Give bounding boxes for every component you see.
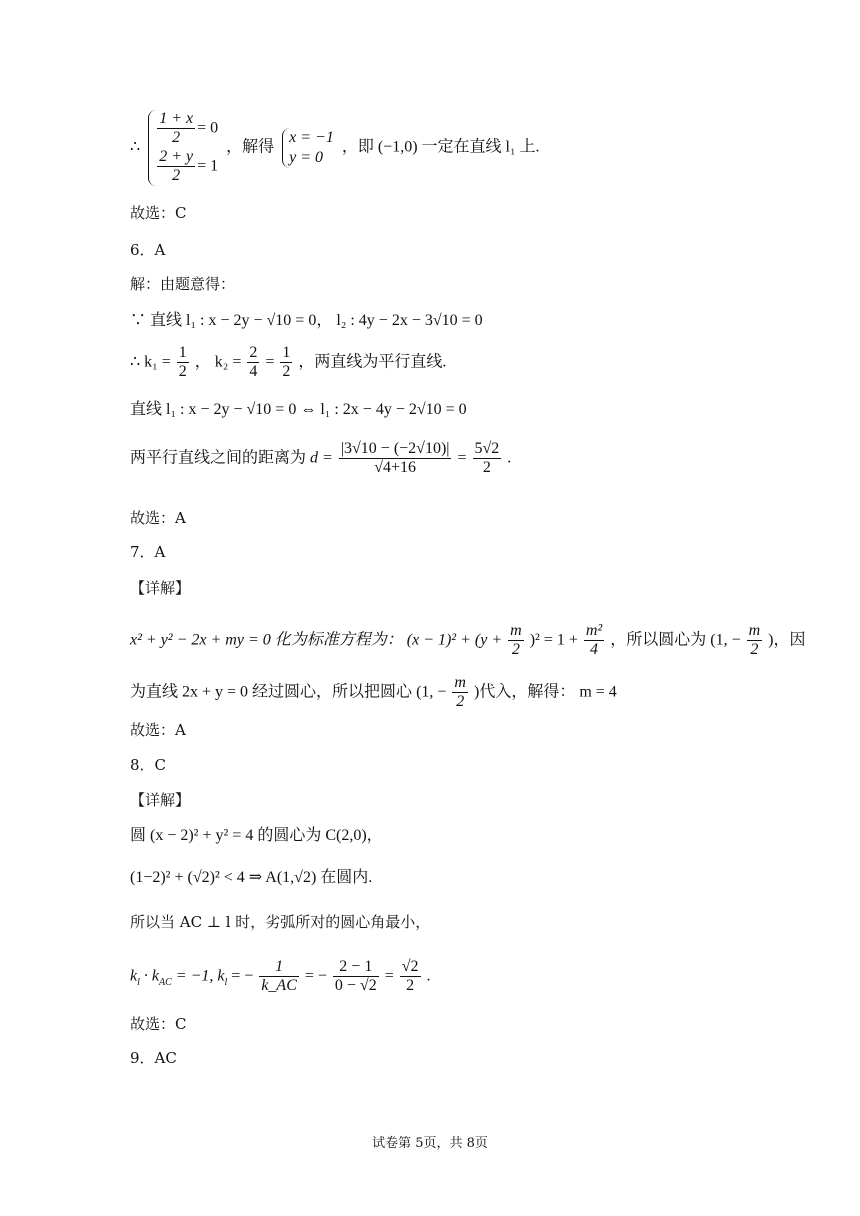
q6-intro: 解：由题意得： [130, 275, 236, 293]
question-7-heading: 7．A [130, 543, 166, 561]
system-solution-line: ∴ $\frac{1 + x}{2}$ = 0 $\frac{2 + y}{2}$ = 1 ，解得 x = −1 y = 0 ，即 (−1,0) 一定在直线 l₁ 上. [130, 110, 540, 185]
q8-circle-center: 圆 (x − 2)² + y² = 4 的圆心为 C(2,0)， [130, 827, 383, 844]
q7-substitute: 为直线 2x + y = 0 经过圆心，所以把圆心 (1, − $\frac{m}{2}$ )代入，解得： m = 4 [130, 674, 617, 711]
q6-distance: 两平行直线之间的距离为 d = $\frac{|3√10 - (-2√10)|}{√4+16}$ = $\frac{5√2}{2}$ . [130, 440, 512, 477]
question-8-heading: 8．C [130, 756, 167, 774]
solution-system: x = −1 y = 0 [282, 128, 334, 168]
page-footer: 试卷第 5页，共 8页 [372, 1136, 488, 1151]
q6-answer: 故选：A [130, 509, 186, 527]
q8-perpendicular: 所以当 AC ⊥ l 时，劣弧所对的圆心角最小， [130, 913, 431, 931]
q8-answer: 故选：C [130, 1015, 187, 1033]
therefore-symbol: ∴ [130, 138, 141, 156]
question-9-heading: 9．AC [130, 1049, 177, 1067]
q6-line-equivalence: 直线 l₁ : x − 2y − √10 = 0 ⇔ l₁ : 2x − 4y − 2√10 = 0 [130, 401, 467, 418]
q6-slopes: ∴ k₁ = $\frac{1}{2}$ ， k₂ = $\frac{2}{4}$ = $\frac{1}{2}$ ，两直线为平行直线. [130, 344, 447, 381]
q6-lines: ∵ 直线 l₁ : x − 2y − √10 = 0， l₂ : 4y − 2x − 3√10 = 0 [130, 312, 483, 329]
question-6-heading: 6．A [130, 241, 166, 259]
q7-detail-label: 【详解】 [130, 579, 191, 597]
q8-point-inside: (1−2)² + (√2)² < 4 ⇒ A(1,√2) 在圆内. [130, 869, 373, 886]
q7-answer: 故选：A [130, 721, 186, 739]
q8-detail-label: 【详解】 [130, 791, 191, 809]
q8-slope-calc: $k_l \cdot k_{AC} = -1$, $k_l$ = − $\frac{1}{k\_AC}$ = − $\frac{2 - 1}{0 - √2}$ = $\frac{√2}{2}$ . [130, 958, 431, 995]
equation-system: $\frac{1 + x}{2}$ = 0 $\frac{2 + y}{2}$ = 1 [148, 110, 218, 186]
q7-standard-form: x² + y² − 2x + my = 0 化为标准方程为： (x − 1)² + (y + $\frac{m}{2}$ )² = 1 + $\frac{\text{m²}}{4}$ ，所以圆心为 (1, − $\frac{m}{2}$ )，因 [130, 622, 806, 659]
answer-5: 故选：C [130, 204, 187, 222]
